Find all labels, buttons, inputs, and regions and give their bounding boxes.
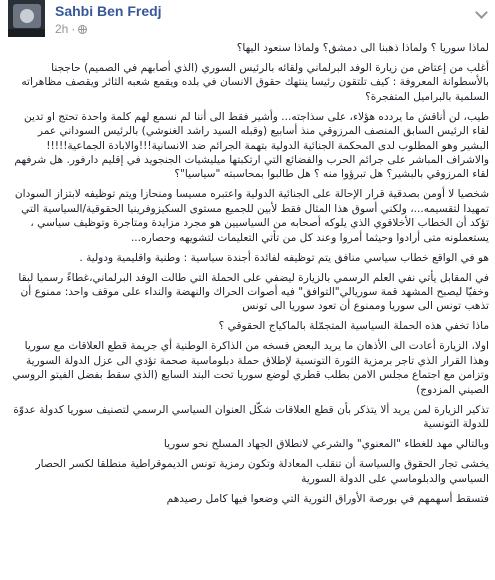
author-name-link[interactable]: Sahbi Ben Fredj xyxy=(55,3,162,19)
post-paragraph: وبالتالي مهد للغطاء "المعنوي" والشرعي لانطلاق الجهاد المسلح نحو سوريا xyxy=(163,438,489,451)
post-paragraph: يخشى تجار الحقوق والسياسة أن تنقلب المعادلة وتكون رمزية تونس الديموقراطية منطلقا لكسر الحصار السياسي والدبلوماسي على الدولة السورية xyxy=(35,458,489,485)
avatar-image-part xyxy=(8,29,45,37)
post-paragraph: تذكير الزيارة لمن يريد ألا يتذكر بأن قطع العلاقات شكّل العنوان السياسي الرسمي لتصنيف سوريا كدولة عدوّة للدولة التونسية xyxy=(13,403,489,431)
globe-icon[interactable] xyxy=(78,25,87,34)
post-paragraph: في المقابل يأتي نفي العلم الرسمي بالزيارة ليضفي على الحملة التي طالت الوفد البرلماني،غطاءً رسميا لبقا وخفيّا ليصبح المشهد قمة سوريالي"التوافق" فيه أصوات الحراك والنهضة والنداء على موقف واحد: ممنوع أن تذهب تونس الى سوريا وممنوع أن تعود سوريا الى تونس xyxy=(18,271,489,313)
post-header xyxy=(8,0,488,40)
post-paragraph: لماذا سوريا ؟ ولماذا ذهبنا الى دمشق؟ ولماذا سنعود اليها؟ xyxy=(236,42,489,54)
post-paragraph: أغلب من إعتاض من زيارة الوفد البرلماني ولقائه بالرئيس السوري (الذي أصابهم في الصميم) حاججنا بالأسطوانة المعروفة : كيف تلتقون رئيسا ينتهك حقوق الانسان في بلده ويقمع شعبه الثائر ويقصف مظاهراته السلمية بالبراميل المتفجرة؟ xyxy=(21,62,489,103)
avatar[interactable] xyxy=(8,0,45,37)
meta-separator: · xyxy=(71,22,76,36)
chevron-down-icon[interactable] xyxy=(475,6,488,19)
post-body xyxy=(7,41,489,512)
post-paragraph: شخصيا لا أومن بصدقية قرار الإحالة على الجنائية الدولية واعتبره مسيسا ومنحازا ويتم توظيفه لابتزاز السودان تمهيدا لتقسيمه...، ولكني أسوق هذا المثال فقط لأبين للجميع مستوى السكيزوفرينيا الحقوقية/السياسية التي تؤكد أن الخطاب الأخلاقوي الذي يلوكه أصحابه من السياسيين هو مجرد مزايدة ومتاجرة وتوظيف سياسي ، يستعملونه متى أرادوا وحيثما أمروا وعند كل من تأتي التعليمات لتشويهه وحصاره... xyxy=(14,188,489,244)
post-meta xyxy=(55,22,87,36)
post-paragraph: طيب، لن أناقش ما يردده هؤلاء، على سذاجته... وأشير فقط الى أننا لم نسمع لهم كلمة واحدة تحتج او تدين لقاء الرئيس السابق المنصف المرزوقي منذ أسابيع (وقبله السيد راشد الغنوشي) بالرئيس السوداني عمر البشير وهو المطلوب لدى المحكمة الجنائية الدولية بتهمة الجرائم ضد الانسانية!!!والابادة الجماعية!!!!! والاشراف المباشر على جرائم الحرب والفضائع التي ارتكبتها ميليشيات الجنجويد في إقليم دارفور. هل شرفهم لقاء المرزوقي بالبشير؟ هل تبرؤوا منه ؟ هل طالبوا بمحاسبته "سياسيا"؟ xyxy=(14,110,489,181)
avatar-image-part xyxy=(20,9,34,23)
post-paragraph: هو في الواقع خطاب سياسي منافق يتم توظيفه لفائدة أجندة سياسية : وطنية واقليمية ودولية . xyxy=(79,251,489,264)
post-paragraph: ماذا تخفي هذه الحملة السياسية المتجمّلة بالماكياج الحقوقي ؟ xyxy=(218,320,489,333)
post-timestamp[interactable]: 2h xyxy=(55,22,69,36)
post-paragraph: اولا، الزيارة أعادت الى الأذهان ما يريد البعض فسخه من الذاكرة الوطنية أي جريمة قطع العلاقات مع سوريا وهذا القرار الذي تاجر برمزية الثورة التونسية لإطلاق حملة دبلوماسية صحمة تؤدي الى عزل الدولة السورية وتزامن مع اجتماع مجلس الامن بطلب قطري لوضع سوريا تحت البند السابع (الذي سقط بفضل الفيتو الروسي الصيني المزدوج) xyxy=(12,340,489,396)
post-paragraph: فتسقط أسهمهم في بورصة الأوراق التورية التي وضعوا فيها كامل رصيدهم xyxy=(166,492,489,505)
